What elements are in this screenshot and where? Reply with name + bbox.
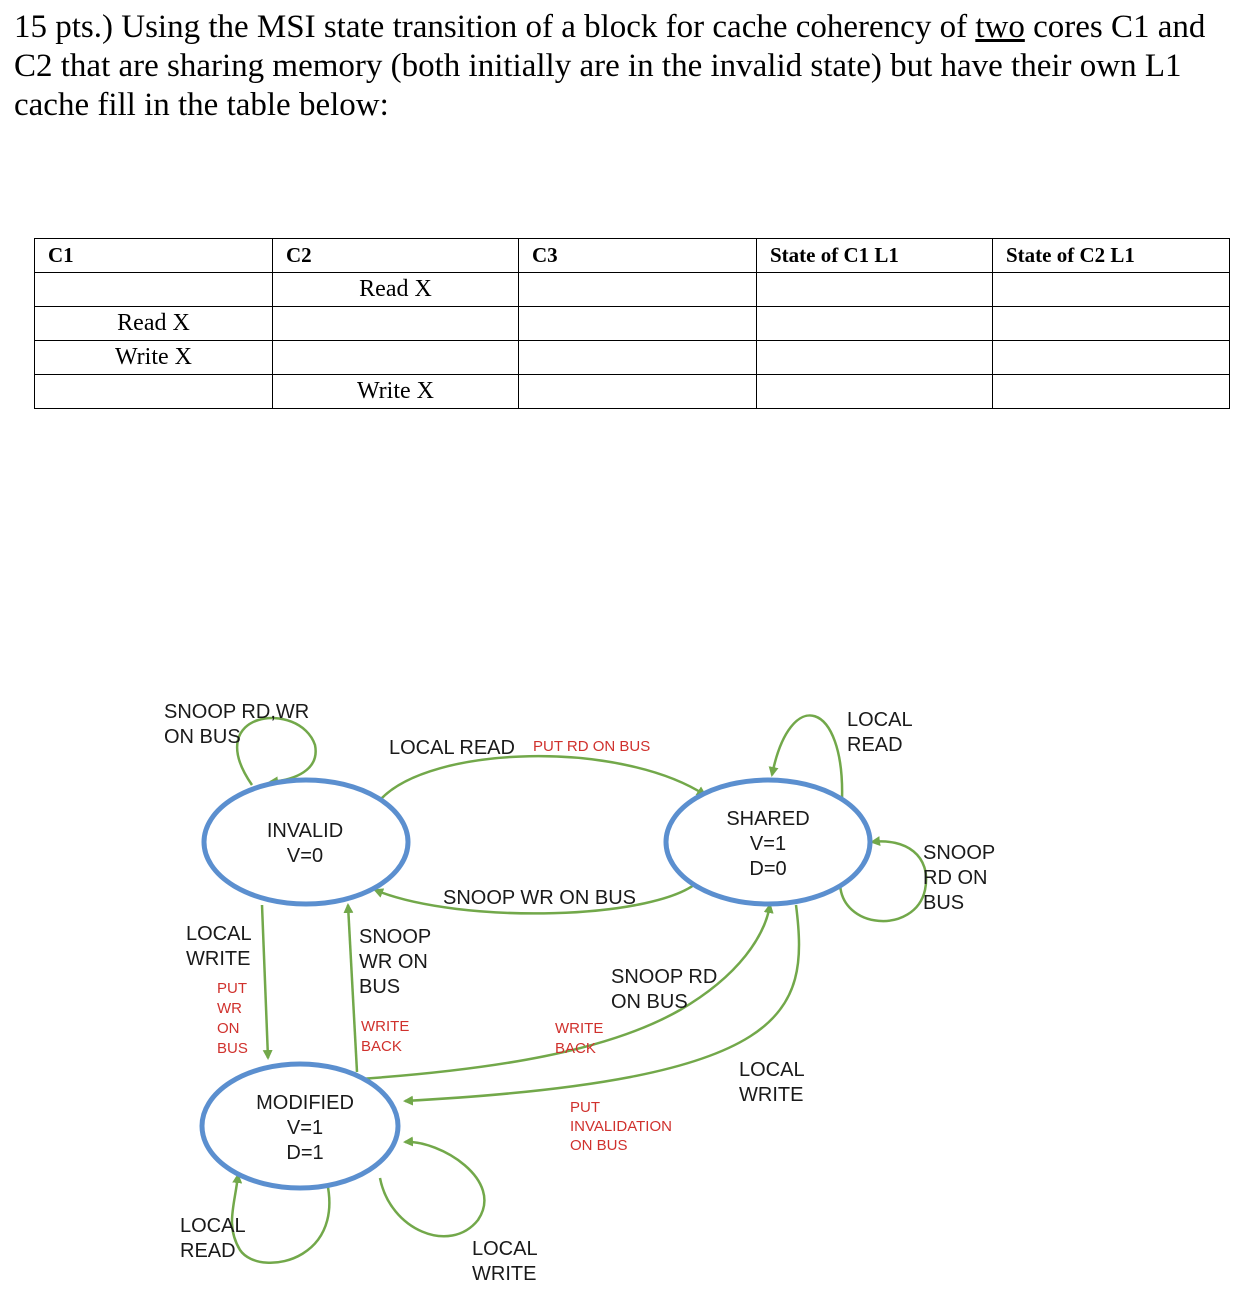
arrow-invalid-self-loop xyxy=(237,718,316,785)
label-local-write: LOCAL xyxy=(186,923,252,945)
label-put-wr-on-bus: WR xyxy=(217,1000,242,1017)
label-put-invalidation: PUT xyxy=(570,1099,600,1116)
header-state-c1: State of C1 L1 xyxy=(757,239,993,273)
label-write-back: WRITE xyxy=(361,1018,410,1035)
question-part-2: cores C1 and C2 that are sharing memory (both initially are in the invalid state) but have their own L1 cache fill in the table below: xyxy=(14,9,1206,123)
state-invalid-v: V=0 xyxy=(286,845,324,867)
table-cell[interactable]: Read X xyxy=(35,307,273,341)
table-cell[interactable]: Read X xyxy=(273,273,519,307)
question-part-1: 15 pts.) Using the MSI state transition of a block for cache coherency of xyxy=(14,9,976,45)
label-write-back-2: BACK xyxy=(555,1040,596,1057)
label-put-invalidation: INVALIDATION xyxy=(570,1118,672,1135)
header-state-c2: State of C2 L1 xyxy=(993,239,1230,273)
label-snoop-wr: SNOOP xyxy=(359,926,432,948)
question-underlined-word: two xyxy=(975,9,1025,45)
table-cell[interactable]: Write X xyxy=(35,341,273,375)
label-local-read-shared: READ xyxy=(847,734,903,756)
label-snoop-rdwr: SNOOP RD,WR xyxy=(164,701,310,723)
label-snoop-wr: WR ON xyxy=(359,951,428,973)
label-local-read-modified: LOCAL xyxy=(180,1215,246,1237)
label-snoop-rd-mid: ON BUS xyxy=(611,991,688,1013)
state-modified-v: V=1 xyxy=(286,1117,324,1139)
label-snoop-wr: BUS xyxy=(359,976,401,998)
state-shared-v: V=1 xyxy=(749,833,787,855)
label-local-read-shared: LOCAL xyxy=(847,709,913,731)
label-local-write-modified: WRITE xyxy=(472,1263,537,1285)
label-local-read-modified: READ xyxy=(180,1240,236,1262)
label-local-read: LOCAL READ xyxy=(389,737,515,759)
header-c2: C2 xyxy=(273,239,519,273)
label-write-back-2: WRITE xyxy=(555,1020,604,1037)
label-snoop-rd-mid: SNOOP RD xyxy=(611,966,718,988)
label-local-write-shared: LOCAL xyxy=(739,1059,805,1081)
state-shared-d: D=0 xyxy=(749,858,787,880)
label-local-write: WRITE xyxy=(186,948,251,970)
label-snoop-rdwr: ON BUS xyxy=(164,726,241,748)
label-put-rd-on-bus: PUT RD ON BUS xyxy=(533,738,651,755)
table-cell[interactable]: Write X xyxy=(273,375,519,409)
state-invalid-name: INVALID xyxy=(266,820,344,842)
arrow-invalid-to-modified xyxy=(262,905,268,1058)
state-modified-d: D=1 xyxy=(286,1142,324,1164)
label-snoop-wr-on-bus: SNOOP WR ON BUS xyxy=(443,887,636,909)
label-local-write-shared: WRITE xyxy=(739,1084,804,1106)
header-c1: C1 xyxy=(35,239,273,273)
label-snoop-rd-shared: RD ON xyxy=(923,867,988,889)
label-write-back: BACK xyxy=(361,1038,402,1055)
header-c3: C3 xyxy=(519,239,757,273)
state-modified-name: MODIFIED xyxy=(256,1092,354,1114)
arrow-invalid-to-shared xyxy=(380,756,705,800)
arrow-modified-self-loop-right xyxy=(380,1142,484,1236)
label-put-wr-on-bus: BUS xyxy=(217,1040,248,1057)
state-shared-name: SHARED xyxy=(726,808,810,830)
label-snoop-rd-shared: BUS xyxy=(923,892,965,914)
label-local-write-modified: LOCAL xyxy=(472,1238,538,1260)
label-put-wr-on-bus: PUT xyxy=(217,980,247,997)
label-put-wr-on-bus: ON xyxy=(217,1020,240,1037)
label-put-invalidation: ON BUS xyxy=(570,1137,628,1154)
arrow-modified-to-invalid xyxy=(348,905,357,1072)
label-snoop-rd-shared: SNOOP xyxy=(923,842,996,864)
state-invalid xyxy=(204,780,408,904)
